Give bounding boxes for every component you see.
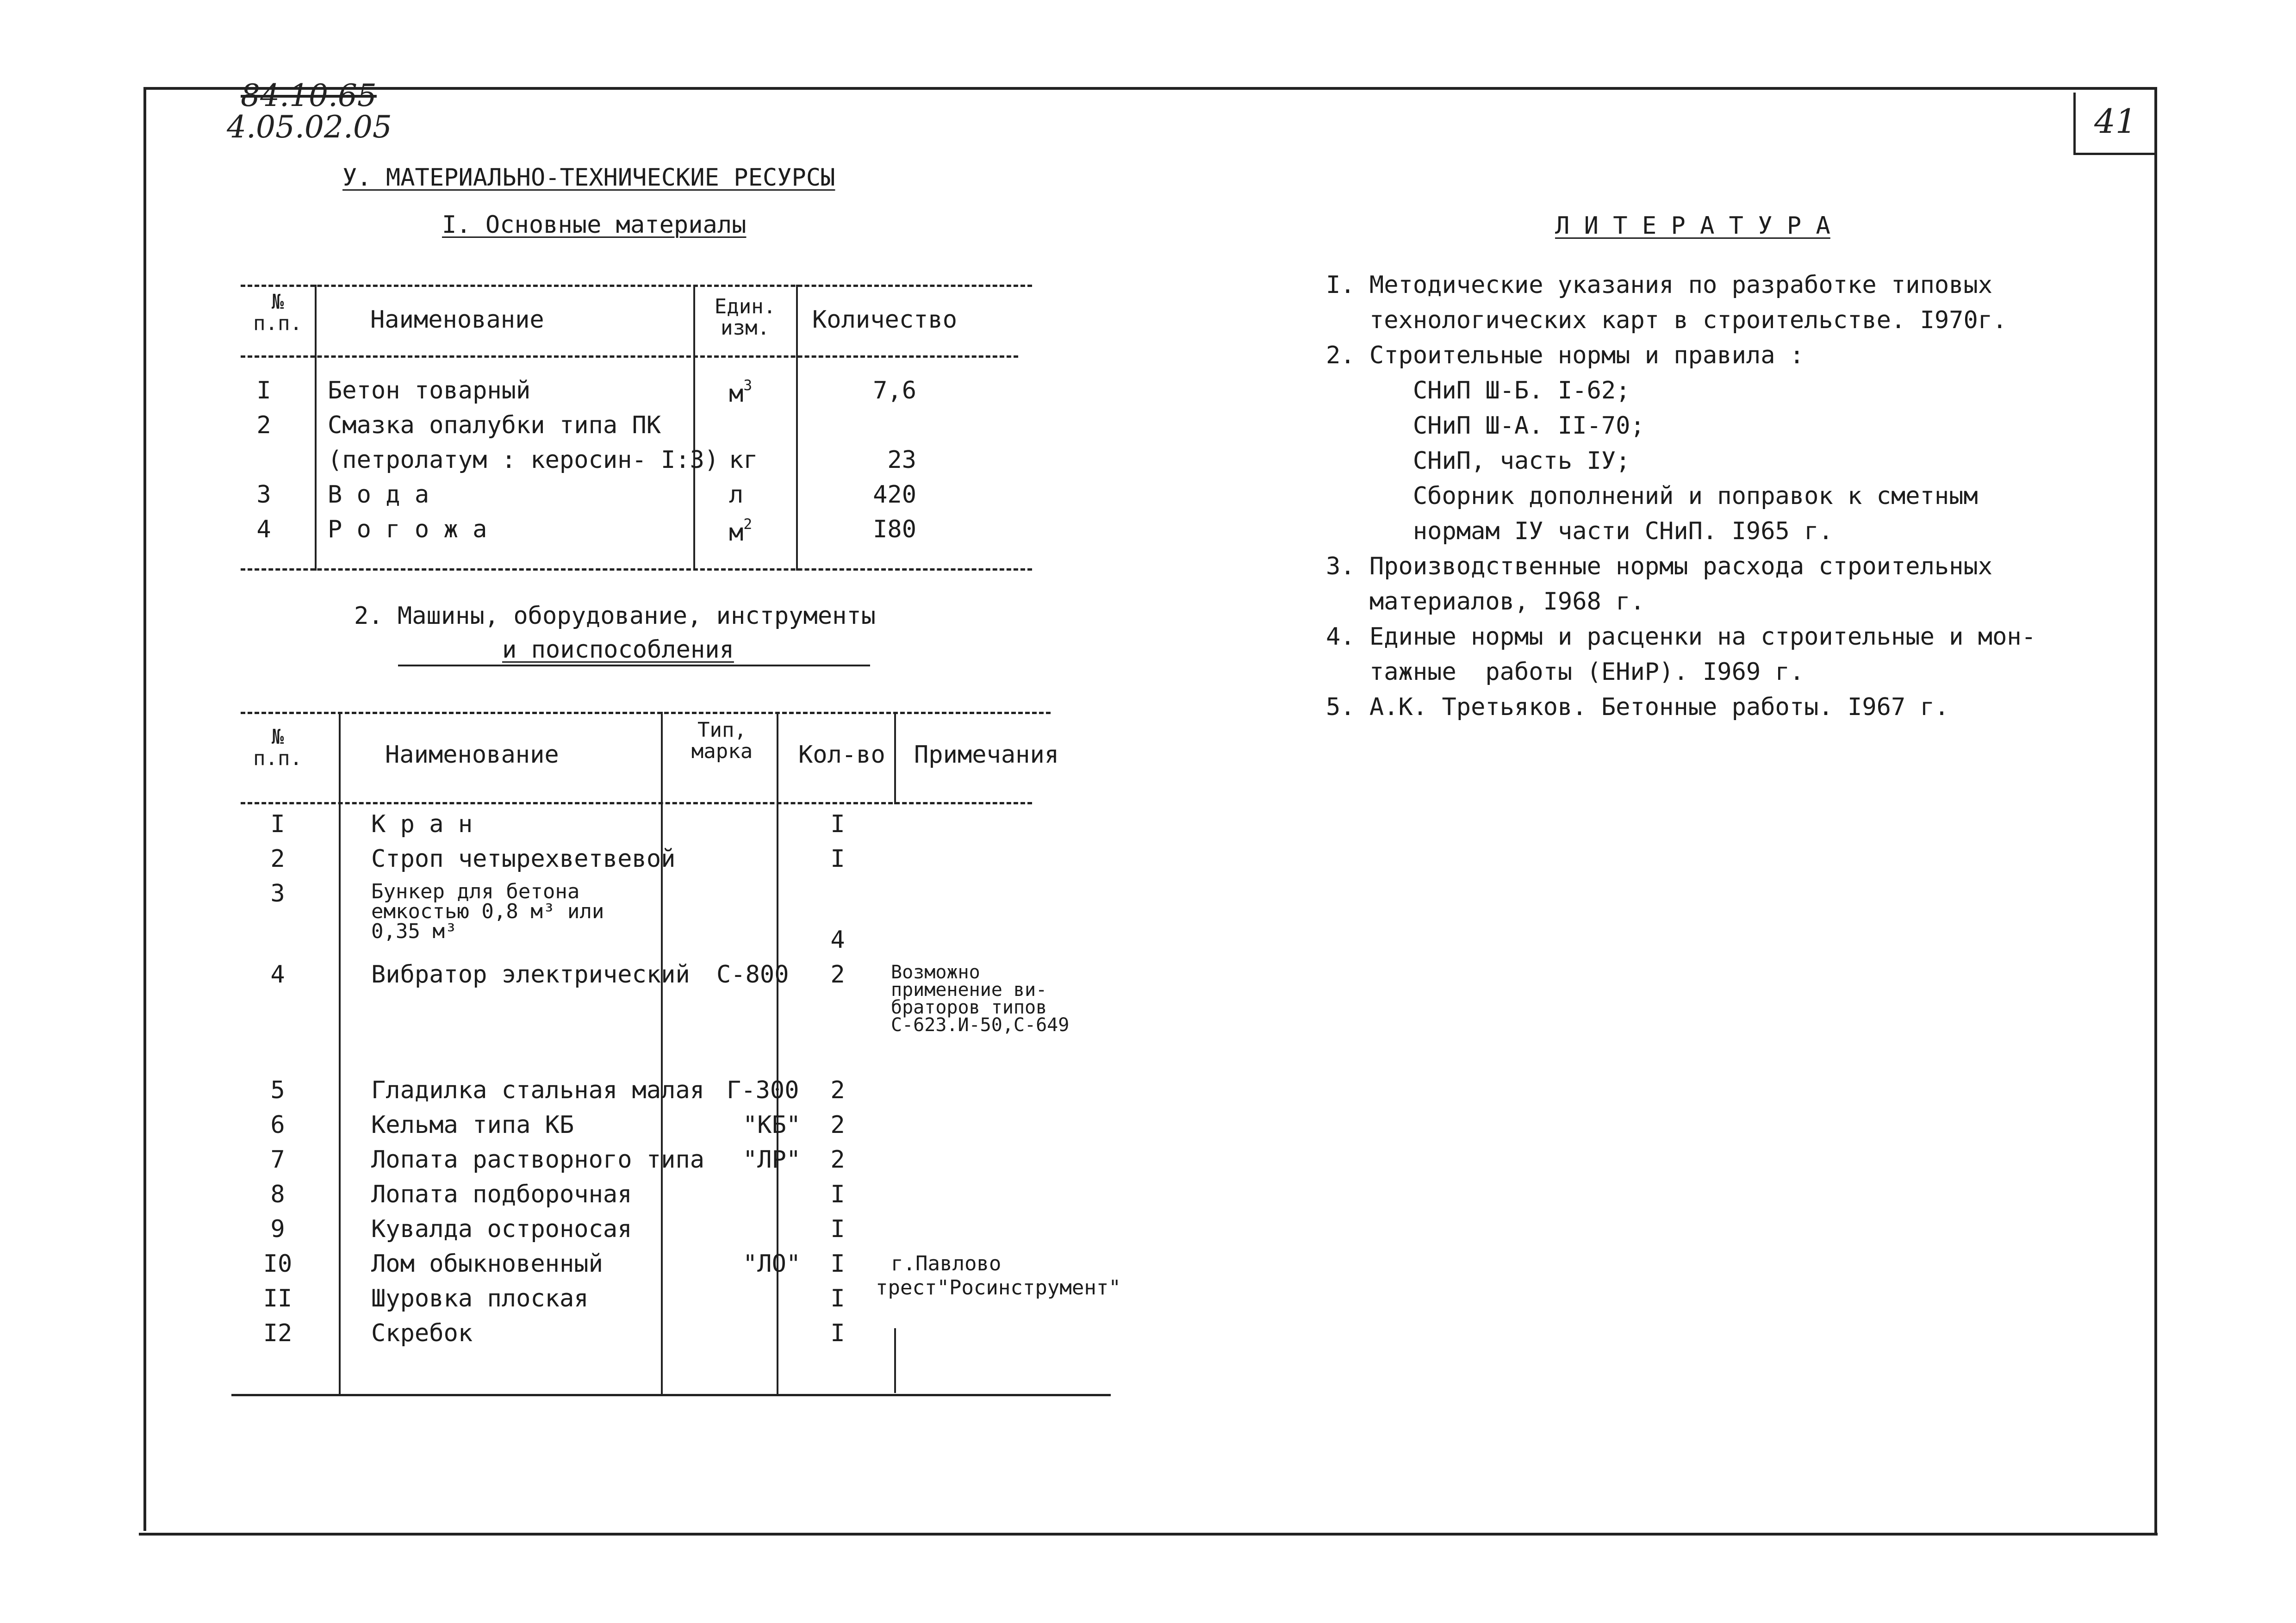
machines-row-qty: I (830, 1250, 845, 1278)
materials-row-qty: 7,6 (873, 377, 916, 404)
machines-row-no: I0 (263, 1250, 292, 1278)
literature-line: СНиП Ш-А. II-70; (1326, 412, 1645, 440)
machines-row-no: 6 (270, 1111, 285, 1139)
machines-row-no: I2 (263, 1319, 292, 1347)
machines-col-sep-4 (894, 712, 896, 804)
materials-row-unit: $м^3$ (729, 377, 753, 408)
literature-line: 2. Строительные нормы и правила : (1326, 342, 1804, 369)
materials-header-unit: Един. изм. (714, 295, 776, 340)
doc-code-struck: 84.10.65 (241, 78, 377, 113)
machines-row-no: 9 (270, 1215, 285, 1243)
literature-line: Сборник дополнений и поправок к сметным (1326, 482, 1978, 510)
materials-row-qty: I80 (873, 516, 916, 543)
machines-col-sep-3 (777, 712, 778, 1395)
materials-row-no: 3 (256, 481, 271, 509)
machines-header-name: Наименование (385, 741, 559, 769)
machines-heading-underline (398, 665, 870, 666)
machines-row-qty: I (830, 1319, 845, 1347)
materials-row-unit: кг (729, 446, 758, 474)
frame-bottom (139, 1533, 2158, 1536)
machines-row-note: Возможно применение ви- браторов типов С-623.И-50,С-649 (891, 962, 1070, 1036)
machines-row-no: 3 (270, 880, 285, 908)
machines-row-no: II (263, 1285, 292, 1312)
machines-row-no: I (270, 810, 285, 838)
machines-row-name: Вибратор электрический (371, 961, 690, 989)
machines-row-no: 5 (270, 1076, 285, 1104)
machines-row-qty: 2 (830, 1076, 845, 1104)
materials-row-unit: л (729, 481, 744, 509)
machines-header-rule (241, 802, 1032, 804)
machines-row-qty: 4 (830, 926, 845, 954)
machines-row-type: Г-300 (727, 1076, 799, 1104)
machines-heading-line2: и поиспособления (502, 636, 734, 664)
literature-line: 5. А.К. Третьяков. Бетонные работы. I967 г. (1326, 693, 1949, 721)
materials-bottom-rule (241, 568, 1032, 571)
frame-top (143, 87, 2157, 90)
machines-row-qty: 2 (830, 961, 845, 989)
machines-col-sep-1 (339, 712, 341, 1395)
materials-row-no: 2 (256, 411, 271, 439)
materials-header-qty: Количество (812, 306, 958, 334)
materials-row-qty: 23 (887, 446, 916, 474)
machines-row-qty: 2 (830, 1111, 845, 1139)
doc-code: 4.05.02.05 (227, 109, 392, 145)
literature-line: технологических карт в строительстве. I970г. (1326, 306, 2007, 334)
machines-row-qty: I (830, 1181, 845, 1208)
materials-header-name: Наименование (370, 306, 544, 334)
materials-col-sep-1 (315, 285, 317, 571)
machines-row-qty: I (830, 1215, 845, 1243)
literature-line: 3. Производственные нормы расхода строительных (1326, 553, 1993, 580)
frame-right (2154, 87, 2157, 1536)
literature-line: тажные работы (ЕНиР). I969 г. (1326, 658, 1804, 686)
machines-row-name: Лопата подборочная (371, 1181, 632, 1208)
materials-heading: I. Основные материалы (442, 211, 747, 239)
machines-header-type: Тип, марка (691, 718, 753, 764)
page-number-box-bottom (2073, 153, 2157, 155)
machines-row-type: "ЛО" (743, 1250, 801, 1278)
machines-row-name: Кувалда остроносая (371, 1215, 632, 1243)
machines-row-name: Лом обыкновенный (371, 1250, 603, 1278)
section-heading: У. МАТЕРИАЛЬНО-ТЕХНИЧЕСКИЕ РЕСУРСЫ (342, 164, 835, 192)
materials-row-name: Бетон товарный (328, 377, 531, 404)
machines-row-no: 2 (270, 845, 285, 873)
machines-header-no: № п.п. (253, 725, 302, 771)
machines-row-name: К р а н (371, 810, 473, 838)
materials-row-name: Смазка опалубки типа ПК (328, 411, 661, 439)
materials-row-name: В о д а (328, 481, 429, 509)
literature-line: 4. Единые нормы и расценки на строительные и мон- (1326, 623, 2036, 651)
machines-row-no: 7 (270, 1146, 285, 1174)
materials-row-no: I (256, 377, 271, 404)
literature-line: I. Методические указания по разработке типовых (1326, 271, 1993, 299)
machines-col-sep-4b (894, 1328, 896, 1393)
literature-line: СНиП, часть IУ; (1326, 447, 1630, 475)
machines-row-qty: I (830, 845, 845, 873)
literature-line: СНиП Ш-Б. I-62; (1326, 377, 1630, 404)
machines-row-note: трест"Росинструмент" (876, 1276, 1121, 1300)
materials-row-no: 4 (256, 516, 271, 543)
machines-row-qty: I (830, 1285, 845, 1312)
machines-row-qty: I (830, 810, 845, 838)
materials-row-unit: $м^2$ (729, 516, 753, 547)
machines-row-type: С-800 (716, 961, 789, 989)
machines-row-name: Скребок (371, 1319, 473, 1347)
literature-heading: Л И Т Е Р А Т У Р А (1555, 212, 1830, 240)
machines-row-name: Лопата растворного типа (371, 1146, 705, 1174)
materials-row-name: (петролатум : керосин- I:3) (328, 446, 719, 474)
machines-header-note: Примечания (914, 741, 1059, 769)
machines-row-name: Бункер для бетона емкостью 0,8 м³ или 0,35 м³ (371, 880, 604, 944)
literature-line: нормам IУ части СНиП. I965 г. (1326, 517, 1833, 545)
machines-row-no: 4 (270, 961, 285, 989)
machines-header-qty: Кол-во (798, 741, 885, 769)
machines-row-no: 8 (270, 1181, 285, 1208)
machines-heading-line1: 2. Машины, оборудование, инструменты (354, 602, 876, 630)
machines-row-qty: 2 (830, 1146, 845, 1174)
page-number: 41 (2094, 102, 2137, 141)
page-number-box-left (2073, 93, 2076, 155)
materials-top-rule (241, 285, 1032, 287)
frame-left (143, 87, 146, 1531)
machines-row-type: "ЛР" (743, 1146, 801, 1174)
literature-line: материалов, I968 г. (1326, 588, 1645, 616)
machines-bottom-rule (231, 1394, 1111, 1396)
materials-header-rule (241, 355, 1018, 358)
machines-row-type: "КБ" (743, 1111, 801, 1139)
materials-header-no: № п.п. (253, 290, 302, 336)
materials-row-qty: 420 (873, 481, 916, 509)
machines-row-name: Гладилка стальная малая (371, 1076, 705, 1104)
machines-col-sep-2 (661, 712, 663, 1395)
materials-row-name: Р о г о ж а (328, 516, 487, 543)
machines-row-name: Кельма типа КБ (371, 1111, 574, 1139)
materials-col-sep-3 (796, 285, 798, 571)
machines-row-name: Шуровка плоская (371, 1285, 589, 1312)
machines-row-name: Строп четырехветвевой (371, 845, 676, 873)
machines-top-rule (241, 712, 1051, 714)
machines-row-note: г.Павлово (891, 1252, 1002, 1275)
